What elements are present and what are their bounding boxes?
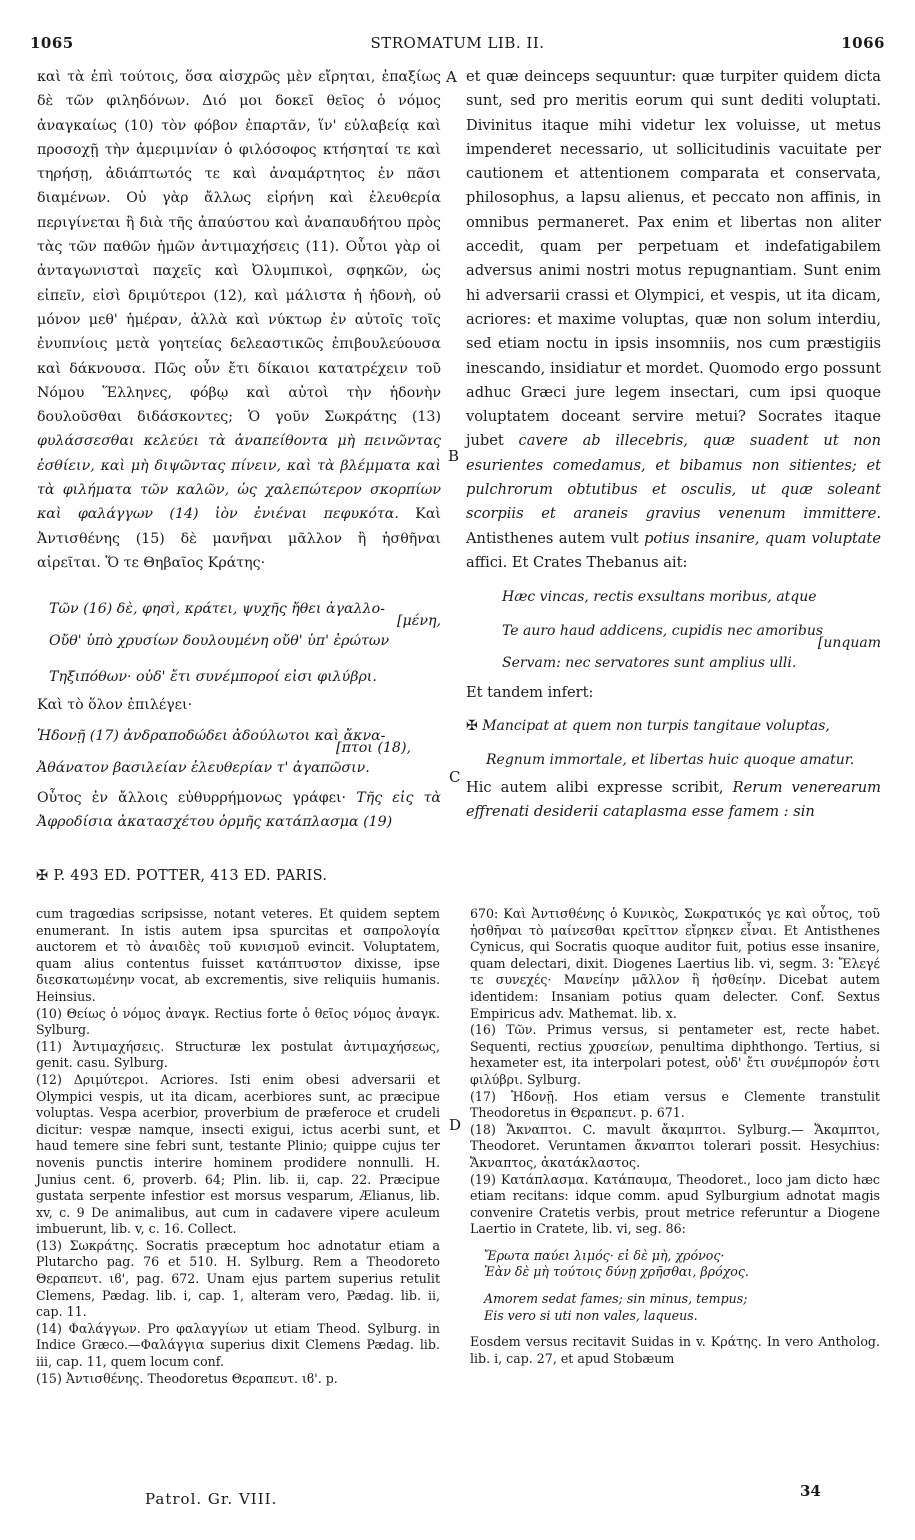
notes-left [36, 906, 440, 1387]
margin-letter-c: C [449, 768, 461, 786]
note-11: (11) Ἀντιμαχήσεις. Structuræ lex postulat ἀντιμαχήσεως, genit. casu. Sylburg. [36, 1038, 440, 1071]
latin-link: Et tandem infert: [466, 684, 594, 702]
note-16: (16) Τῶν. Primus versus, si pentameter est, recte habet. Sequenti, rectius χρυσείων, penultima diphthongo. Tertius, si hexameter est, ita interpolari potest, οὐδ' ἔτι συνέμπορόν ἐστι φιλύβρι. Sylburg. [470, 1022, 880, 1087]
note-18: (18) Ἄκναπτοι. C. mavult ἄκαμπτοι. Sylburg.— Ἄκαμπτοι, Theodoret. Veruntamen ἄκναπτοι tolerari possit. Hesychius: Ἄκναπτος, ἀκατάκλαστος. [470, 1121, 880, 1170]
verse-line-cont: [unquam [817, 635, 881, 652]
verse-line: Te auro haud addicens, cupidis nec amoribus [502, 623, 824, 640]
note-paragraph: 670: Καὶ Ἀντισθένης ὁ Κυνικὸς, Σωκρατικός γε καὶ οὗτος, τοῦ ἡσθῆναι τὸ μαίνεσθαι κρεῖττον εἴρηκεν εἶναι. Et Antisthenes Cynicus, qui Socratis quoque auditor fuit, potius esse insanire, quam delectari, dixit. Diogenes Laertius lib. vi, segm. 3: Ἔλεγέ τε συνεχές· Μανείην μᾶλλον ἢ ἡσθείην. Dicebat autem identidem: Insaniam potius quam delecter. Conf. Sextus Empiricus adv. Mathemat. lib. x. [470, 906, 880, 1021]
edition-line: ✠ P. 493 ED. POTTER, 413 ED. PARIS. [36, 868, 328, 884]
greek-link: Καὶ τὸ ὅλον ἐπιλέγει· [37, 697, 193, 714]
running-title: STROMATUM LIB. II. [370, 34, 545, 52]
verse-line: Τῶν (16) δὲ, φησὶ, κράτει, ψυχῆς ἤθει ἀγαλλο- [49, 601, 385, 618]
greek-italic-quote: φυλάσσεσθαι κελεύει τὰ ἀναπείθοντα μὴ πεινῶντας ἐσθίειν, καὶ μὴ διψῶντας πίνειν, καὶ τὰ βλέμματα καὶ τὰ φιλήματα τῶν καλῶν, ὡς χαλεπώτερον σκορπίων καὶ φαλάγγων (14) ἰὸν ἐνιέναι πεφυκότα. [37, 433, 441, 523]
greek-end: Οὗτος ἐν ἄλλοις εὐθυρρήμονως γράφει· Τῆς εἰς τὰ Ἀφροδίσια ἀκατασχέτου ὁρμῆς κατάπλασμα (19) [37, 789, 442, 830]
verse-line-cont: [πτοι (18), [336, 739, 411, 756]
latin-column [466, 65, 881, 824]
latin-verse-crates [466, 585, 881, 675]
verse-line-cont: [μένη, [396, 613, 441, 630]
signature-number: 34 [800, 1482, 821, 1500]
greek-main: καὶ τὰ ἐπὶ τούτοις, ὅσα αἰσχρῶς μὲν εἴρηται, ἐπαξίως δὲ τῶν φιληδόνων. Διό μοι δοκεῖ θεῖος ὁ νόμος ἀναγκαίως (10) τὸν φόβον ἐπαρτᾶν, ἵν' εὐλαβείᾳ καὶ προσοχῇ τὴν ἀμεριμνίαν ὁ φιλόσοφος κτήσηταί τε καὶ τηρήσῃ, ἀδιάπτωτός τε καὶ ἀναμάρτητος ἐν πᾶσι διαμένων. Οὐ γὰρ ἄλλως εἰρήνη καὶ ἐλευθερία περιγίνεται ἢ διὰ τῆς ἀπαύστου καὶ ἀναπαυδήτου πρὸς τὰς τῶν παθῶν ἡμῶν ἀντιμαχήσεις (11). Οὗτοι γὰρ οἱ ἀνταγωνισταὶ παχεῖς καὶ Ὀλυμπικοὶ, σφηκῶν, ὡς εἰπεῖν, εἰσὶ δριμύτεροι (12), καὶ μάλιστα ἡ ἡδονὴ, οὐ μόνον μεθ' ἡμέραν, ἀλλὰ καὶ νύκτωρ ἐν αὐτοῖς τοῖς ἐνυπνίοις μετὰ γοητείας δελεαστικῶς ἐπιβουλεύουσα καὶ δάκνουσα. Πῶς οὖν ἔτι δίκαιοι κατατρέχειν τοῦ Νόμου Ἕλληνες, φόβῳ καὶ αὐτοὶ τὴν ἡδονὴν δουλοῦσθαι διδάσκοντες; Ὁ γοῦν Σωκράτης (13) [37, 69, 441, 426]
latin-italic-quote: cavere ab illecebris, quæ suadent ut non esurientes comedamus, et bibamus non sitientes; et pulchrorum obtutibus et osculis, ut quæ soleant scorpiis et araneis gravius venenum immittere. [466, 432, 881, 523]
margin-letter-a: A [446, 68, 457, 86]
note-17: (17) Ἡδονῇ. Hos etiam versus e Clemente transtulit Theodoretus in Θεραπευτ. p. 671. [470, 1088, 880, 1121]
notes-verse-greek: Ἔρωτα παύει λιμός· εἰ δὲ μὴ, χρόνος· Ἐὰν δὲ μὴ τούτοις δύνῃ χρῆσθαι, βρόχος. [484, 1247, 749, 1280]
note-13: (13) Σωκράτης. Socratis præceptum hoc adnotatur etiam a Plutarcho pag. 76 et 510. H. Sylburg. Rem a Theodoreto Θεραπευτ. ιϐ', pag. 672. Unam ejus partem superius retulit Clemens, Pædag. lib. i, cap. 1, alteram vero, Pædag. lib. ii, cap. 11. [36, 1237, 440, 1320]
greek-tail: Καὶ Ἀντισθένης (15) δὲ μανῆναι μᾶλλον ἢ ἡσθῆναι αἱρεῖται. Ὅ τε Θηβαῖος Κράτης· [37, 506, 441, 571]
notes-right [470, 906, 880, 1367]
note-paragraph: cum tragœdias scripsisse, notant veteres. Et quidem septem enumerant. In istis autem ipsa spurcitas et σαπρολογία auctorem et τὸ ἀναιδὲς τοῦ κυνισμοῦ evincit. Voluptatem, quam alius contentus fuisset κατάπτυστον dixisse, ipse διεσκατωμένην vocat, ab excrementis, sive reliquiis humanis. Heinsius. [36, 906, 440, 1004]
page-number-left: 1065 [30, 34, 74, 52]
greek-column [37, 65, 441, 834]
cross-symbol: ✠ [466, 717, 478, 734]
note-19: (19) Κατάπλασμα. Κατάπαυμα, Theodoret., loco jam dicto hæc etiam recitans: idque comm. apud Sylburgium adnotat magis convenire Cratetis verbis, prout metrice referuntur a Diogene Laertio in Cratete, lib. vi, seg. 86: [470, 1171, 880, 1237]
margin-letter-b: B [448, 447, 460, 465]
greek-text [37, 65, 441, 575]
verse-line: Ἡδονῇ (17) ἀνδραποδώδει ἀδούλωτοι καὶ ἄκνα- [37, 727, 386, 744]
footer-series: Patrol. Gr. VIII. [145, 1490, 278, 1508]
latin-end: Hic autem alibi expresse scribit, Rerum venerearum effrenati desiderii cataplasma esse famem : sin [466, 778, 882, 820]
note-15: (15) Ἀντισθένης. Theodoretus Θεραπευτ. ιϐ'. p. [36, 1370, 338, 1386]
latin-text: et quæ deinceps sequuntur: quæ turpiter quidem dicta sunt, sed pro meritis eorum qui sunt dediti voluptati. Divinitus itaque mihi videtur lex voluisse, ut metus impenderet necessario, ut sollicitudinis vacuitate per cautionem et attentionem comparata et conservata, philosophus, a lapsu alienus, et peccato non affinis, in omnibus permaneret. Pax enim et libertas non aliter accedit, quam per perpetuam et indefatigabilem adversus animi nostri motus repugnantiam. Sunt enim hi adversarii crassi et Olympici, et vespis, ut ita dicam, acriores: et maxime voluptas, quæ non solum interdiu, sed etiam noctu in ipsis insomniis, nos cum præstigiis inescando, insidiatur et mordet. Quomodo ergo possunt adhuc Græci jure legem insectari, cum ipsi quoque voluptatem doceant servire metui? Socrates itaque jubet cavere ab illecebris, quæ suadent ut non esurientes comedamus, et bibamus non sitientes; et pulchrorum obtutibus et osculis, ut quæ soleant scorpiis et araneis gravius venenum immittere. Antisthenes autem vult potius insanire, quam voluptate affici. Et Crates Thebanus ait: [466, 68, 882, 571]
page-number-right: 1066 [841, 34, 885, 52]
verse-line: Οὔθ' ὑπὸ χρυσίων δουλουμένη οὔθ' ὑπ' ἐρώτων [49, 633, 390, 650]
verse-line: Hæc vincas, rectis exsultans moribus, atque [502, 589, 817, 606]
verse-line: Ἀθάνατον βασιλείαν ἐλευθερίαν τ' ἀγαπῶσιν. [37, 759, 370, 776]
verse-line: ✠ Mancipat at quem non turpis tangitaue voluptas, [466, 717, 830, 734]
running-header [30, 34, 885, 58]
verse-line: Regnum immortale, et libertas huic quoque amatur. [486, 751, 855, 768]
note-12: (12) Δριμύτεροι. Acriores. Isti enim obesi adversarii et Olympici vespis, ut ita dicam, acerbiores sunt, ac præcipue voluptas. Vespa acerbior, proverbium de præferoce et crudeli dicitur: vespæ namque, insecti exigui, ictus acerbi sunt, et haud temere sine febri sunt, testante Plinio; quippe cujus ter novenis punctis interire hominem prodidere nonnulli. H. Junius cent. 6, proverb. 64; Plin. lib. ii, cap. 22. Præcipue gustata serpente infestior est morsus vesparum, Ælianus, lib. xv, c. 9 De animalibus, aut cum in cadavere vipere aculeum imbuerunt, lib. v, c. 16. Collect. [36, 1071, 440, 1237]
verse-line: Τηξιπόθων· οὐδ' ἔτι συνέμποροί εἰσι φιλύβρι. [49, 669, 377, 686]
note-10: (10) Θείως ὁ νόμος ἀναγκ. Rectius forte ὁ θεῖος νόμος ἀναγκ. Sylburg. [36, 1005, 440, 1038]
latin-verse-voluptas [466, 714, 881, 772]
note-paragraph-end: Eosdem versus recitavit Suidas in v. Κράτης. In vero Antholog. lib. i, cap. 27, et apud Stobæum [470, 1334, 880, 1366]
note-14: (14) Φαλάγγων. Pro φαλαγγίων ut etiam Theod. Sylburg. in Indice Græco.—Φαλάγγια superius dixit Clemens Pædag. lib. iii, cap. 11, quem locum conf. [36, 1320, 440, 1370]
latin-main: et quæ deinceps sequuntur: quæ turpiter quidem dicta sunt, sed pro meritis eorum qui sunt dediti voluptati. Divinitus itaque mihi videtur lex voluisse, ut metus impenderet necessario, ut sollicitudinis vacuitate per cautionem et attentionem comparata et conservata, philosophus, a lapsu alienus, et peccato non affinis, in omnibus permaneret. Pax enim et libertas non aliter accedit, quam per perpetuam et indefatigabilem adversus animi nostri motus repugnantiam. Sunt enim hi adversarii crassi et Olympici, et vespis, ut ita dicam, acriores: et maxime voluptas, quæ non solum interdiu, sed etiam noctu in ipsis insomniis, nos cum præstigiis inescando, insidiatur et mordet. Quomodo ergo possunt adhuc Græci jure legem insectari, cum ipsi quoque voluptatem doceant servire metui? Socrates itaque jubet [466, 68, 881, 450]
cross-symbol: ✠ [36, 868, 49, 884]
verse-line: Servam: nec servatores sunt amplius ulli. [502, 655, 797, 672]
greek-verse-crates [37, 597, 441, 689]
greek-verse-hedone [37, 724, 441, 780]
margin-letter-d: D [449, 1116, 462, 1134]
notes-verse-latin: Amorem sedat fames; sin minus, tempus; Eis vero si uti non vales, laqueus. [484, 1291, 748, 1323]
